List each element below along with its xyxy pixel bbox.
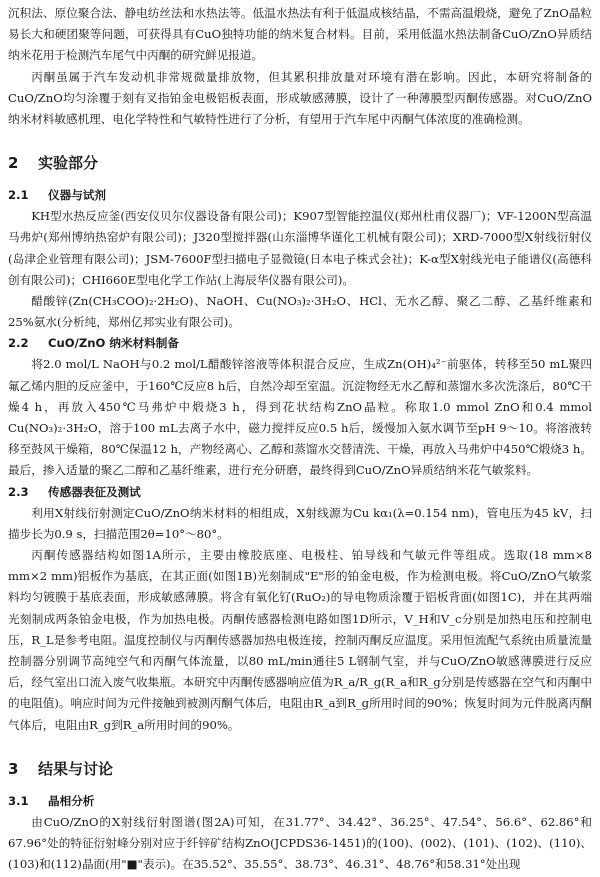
- subsection-heading-phase-analysis: [8, 791, 592, 812]
- section-number: 2: [8, 154, 19, 173]
- section-number: 3: [8, 759, 19, 778]
- subsection-title: 传感器表征及测试: [48, 484, 141, 499]
- section-heading-results: [8, 758, 592, 779]
- intro-paragraph-continued: 沉积法、原位聚合法、静电纺丝法和水热法等。低温水热法有利于低温成核结晶，不需高温煅烧，避免了ZnO晶粒易长大和硬团聚等问题，可获得具有CuO独特功能的纳米复合材料。目前，采用低温水热法制备CuO/ZnO异质结纳米花用于检测汽车尾气中丙酮的研究鲜见报道。: [8, 6, 592, 63]
- subsection-number: 2.2: [8, 336, 29, 351]
- xrd-paragraph: 利用X射线衍射测定CuO/ZnO纳米材料的相组成，X射线源为Cu kα₁(λ=0.154 nm)，管电压为45 kV，扫描步长为0.9 s，扫描范围2θ=10°～80°。: [8, 505, 592, 541]
- subsection-number: 2.1: [8, 188, 29, 203]
- sensor-structure-paragraph: 丙酮传感器结构如图1A所示，主要由橡胶底座、电极柱、铂导线和气敏元件等组成。选取(18 mm×8 mm×2 mm)铝板作为基底，在其正面(如图1B)光刻制成"E"形的铂金电极，作为检测电极。将CuO/ZnO气敏浆料均匀镀膜于基底表面，形成敏感薄膜。将含有氧化钌(RuO₂)的导电物质涂覆于铝板背面(如图1C)，并在其两端光刻制成两条铂金电极，作为加热电极。丙酮传感器检测电路如图1D所示，V_H和V_c分别是加热电压和控制电压，R_L是参考电阻。温度控制仪与丙酮传感器加热电极连接，控制丙酮反应温度。采用恒流配气系统由质量流量控制器分别调节高纯空气和丙酮气体流量，以80 mL/min通往5 L钢制气室，并与CuO/ZnO敏感薄膜进行反应后，经气室出口流入废气收集瓶。本研究中丙酮传感器响应值为R_a/R_g(R_a和R_g分别是传感器在空气和丙酮中的电阻值)。响应时间为元件接触到被测丙酮气体后，电阻由R_a到R_g所用时间的90%；恢复时间为元件脱离丙酮气体后，电阻由R_g到R_a所用时间的90%。: [8, 548, 592, 732]
- subsection-number: 3.1: [8, 793, 29, 808]
- section-title: 实验部分: [38, 154, 99, 173]
- phase-analysis-paragraph: 由CuO/ZnO的X射线衍射图谱(图2A)可知，在31.77°、34.42°、36.25°、47.54°、56.6°、62.86°和67.96°处的特征衍射峰分别对应于纤锌矿结构ZnO(JCPDS36-1451)的(100)、(002)、(101)、(102)、(110)、(103)和(112)晶面(用"■"表示)。在35.52°、35.55°、38.73°、46.31°、48.76°和58.31°处出现: [8, 814, 592, 872]
- subsection-heading-characterization: [8, 482, 592, 503]
- subsection-heading-instruments: [8, 185, 592, 206]
- subsection-number: 2.3: [8, 484, 29, 499]
- reagents-paragraph: 醋酸锌(Zn(CH₃COO)₂·2H₂O)、NaOH、Cu(NO₃)₂·3H₂O、HCl、无水乙醇、聚乙二醇、乙基纤维素和25%氨水(分析纯，郑州亿邦实业有限公司)。: [8, 294, 592, 330]
- instruments-paragraph: KH型水热反应釜(西安仪贝尔仪器设备有限公司)；K907型智能控温仪(郑州杜甫仪器厂)；VF-1200N型高温马弗炉(郑州博纳热窑炉有限公司)；J320型搅拌器(山东淄博华谨化工机械有限公司)；XRD-7000型X射线衍射仪(岛津企业管理有限公司)；JSM-7600F型扫描电子显微镜(日本电子株式会社)；K-α型X射线光电子能谱仪(高德科创有限公司)；CHI660E型电化学工作站(上海辰华仪器有限公司)。: [8, 209, 592, 287]
- subsection-title: 晶相分析: [48, 793, 95, 808]
- intro-paragraph: 丙酮虽属于汽车发动机非常规微量排放物，但其累积排放量对环境有潜在影响。因此，本研究将制备的CuO/ZnO均匀涂覆于刻有叉指铂金电极铝板表面，形成敏感薄膜，设计了一种薄膜型丙酮传感器。对CuO/ZnO纳米材料敏感机理、电化学特性和气敏特性进行了分析，有望用于汽车尾中丙酮气体浓度的准确检测。: [8, 69, 592, 127]
- section-title: 结果与讨论: [38, 759, 114, 778]
- subsection-heading-preparation: [8, 333, 592, 354]
- subsection-title: 仪器与试剂: [48, 188, 106, 203]
- preparation-paragraph: 将2.0 mol/L NaOH与0.2 mol/L醋酸锌溶液等体积混合反应，生成Zn(OH)₄²⁻前驱体，转移至50 mL聚四氟乙烯内胆的反应釜中，于160℃反应8 h后，自然冷却至室温。沉淀物经无水乙醇和蒸馏水多次洗涤后，80℃干燥4 h，再放入450℃马弗炉中煅烧3 h，得到花状结构ZnO晶粒。称取1.0 mmol ZnO和0.4 mmol Cu(NO₃)₂·3H₂O，溶于100 mL去离子水中，磁力搅拌反应0.5 h后，缓慢加入氨水调节至pH 9～10。将溶液转移至鼓风干燥箱，80℃保温12 h，产物经离心、乙醇和蒸馏水交替清洗、干燥，再放入马弗炉中450℃煅烧3 h。最后，掺入适量的聚乙二醇和乙基纤维素，进行充分研磨，最终得到CuO/ZnO异质结纳米花气敏浆料。: [8, 357, 592, 478]
- section-heading-experimental: [8, 152, 592, 173]
- subsection-title: CuO/ZnO 纳米材料制备: [48, 336, 179, 351]
